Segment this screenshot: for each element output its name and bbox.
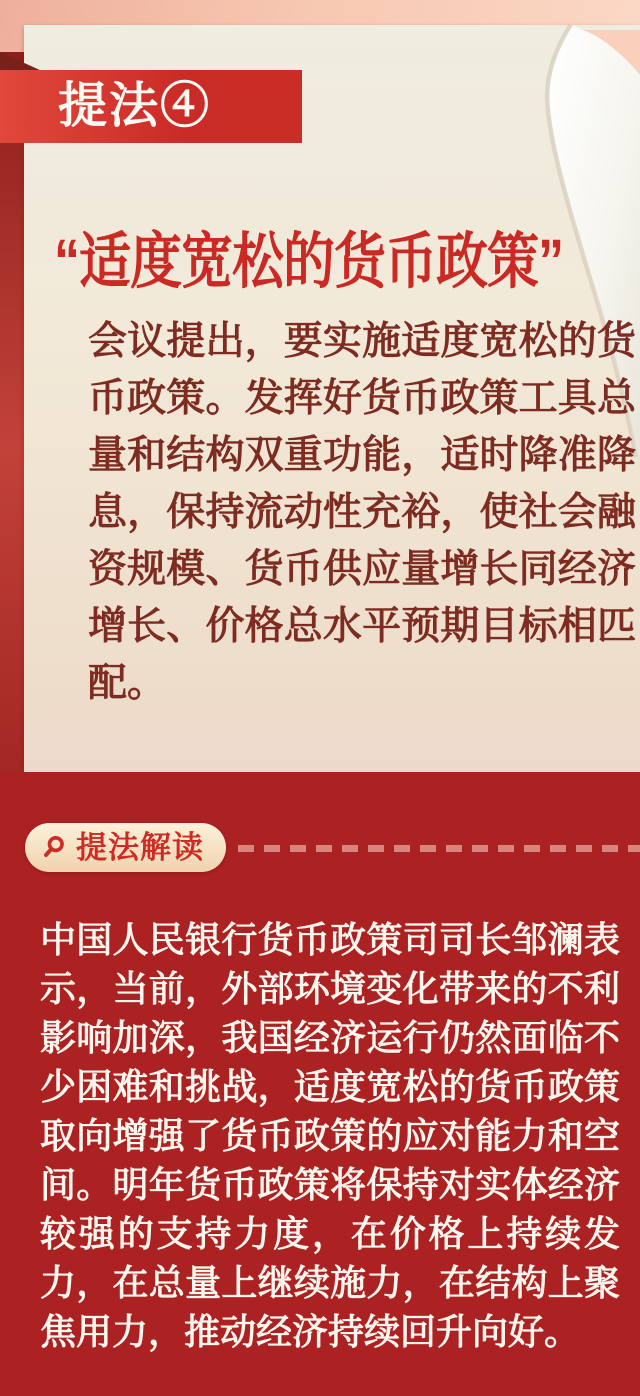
- meeting-summary-paragraph: 会议提出，要实施适度宽松的货币政策。发挥好货币政策工具总量和结构双重功能，适时降准降息，保持流动性充裕，使社会融资规模、货币供应量增长同经济增长、价格总水平预期目标相匹配。: [88, 320, 636, 705]
- formulation-number-ribbon: [0, 70, 302, 143]
- ribbon-label: 提法④: [58, 78, 212, 133]
- headline-title: “适度宽松的货币政策”: [54, 227, 564, 295]
- interpretation-paragraph: 中国人民银行货币政策司司长邹澜表示，当前，外部环境变化带来的不利影响加深，我国经济运行仍然面临不少困难和挑战，适度宽松的货币政策取向增强了货币政策的应对能力和空间。明年货币政策将保持对实体经济较强的支持力度，在价格上持续发力，在总量上继续施力，在结构上聚焦用力，推动经济持续回升向好。: [40, 920, 620, 1352]
- interpretation-badge: [25, 823, 226, 872]
- interpretation-badge-label: 提法解读: [76, 830, 204, 865]
- dashed-divider: [238, 845, 640, 852]
- interpretation-section: [0, 772, 640, 1396]
- left-red-band: [0, 52, 25, 772]
- section-header-row: [0, 823, 640, 873]
- magnifier-icon: [40, 834, 67, 861]
